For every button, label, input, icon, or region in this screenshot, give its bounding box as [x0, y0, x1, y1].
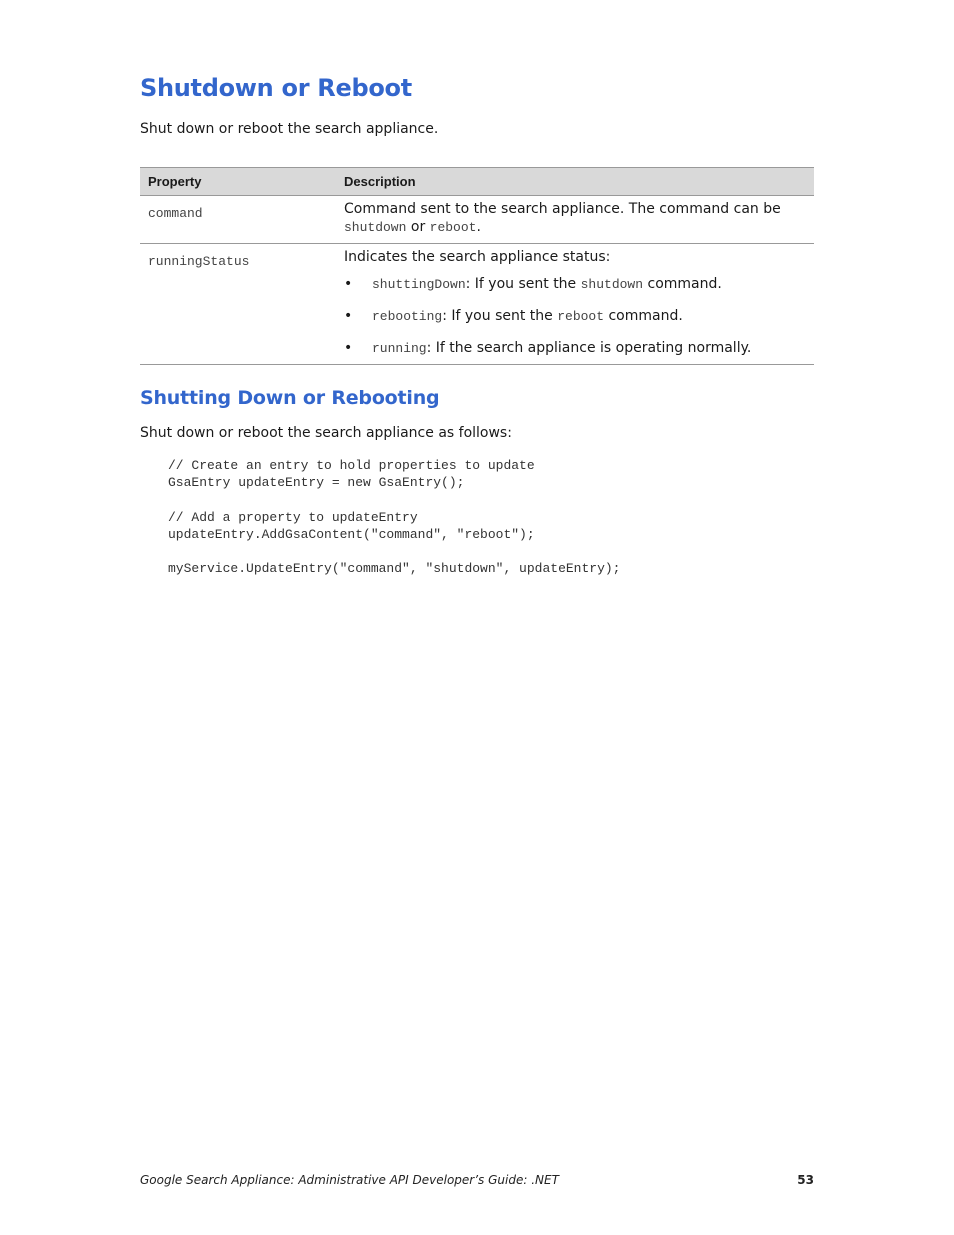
status-list	[344, 275, 806, 358]
bullet-icon: •	[344, 340, 353, 356]
command-code: shutdown	[580, 277, 644, 292]
status-text: : If you sent the	[465, 276, 581, 292]
bullet-icon: •	[344, 276, 353, 292]
property-description	[336, 244, 814, 365]
status-text: command.	[643, 276, 722, 292]
property-description	[336, 196, 814, 244]
footer-title: Google Search Appliance: Administrative API Developer’s Guide: .NET	[140, 1173, 559, 1187]
page-number: 53	[797, 1173, 814, 1187]
header-property: Property	[140, 168, 336, 196]
command-code: reboot	[557, 309, 605, 324]
page-title: Shutdown or Reboot	[140, 74, 412, 102]
conjunction-text: or	[406, 219, 430, 235]
table-row	[140, 244, 814, 365]
status-text: command.	[604, 308, 683, 324]
description-text: Command sent to the search appliance. The command can be	[344, 201, 781, 217]
section-intro: Shut down or reboot the search appliance as follows:	[140, 425, 512, 441]
option-code: reboot	[429, 220, 477, 235]
bullet-icon: •	[344, 308, 353, 324]
list-item	[344, 275, 806, 294]
property-name: runningStatus	[140, 244, 336, 365]
status-code: rebooting	[372, 309, 443, 324]
properties-table	[140, 167, 814, 365]
list-item	[344, 339, 806, 358]
intro-paragraph: Shut down or reboot the search appliance.	[140, 121, 439, 137]
status-text: : If you sent the	[442, 308, 558, 324]
status-text: : If the search appliance is operating normally.	[426, 340, 752, 356]
table-header-row	[140, 168, 814, 196]
option-code: shutdown	[344, 220, 407, 235]
status-code: running	[372, 341, 427, 356]
description-text: Indicates the search appliance status:	[344, 249, 611, 265]
status-code: shuttingDown	[372, 277, 466, 292]
punctuation: .	[476, 219, 481, 235]
table-row	[140, 196, 814, 244]
header-description: Description	[336, 168, 814, 196]
code-block: // Create an entry to hold properties to update GsaEntry updateEntry = new GsaEntry(); // Add a property to updateEntry updateEntry.AddGsaContent("command", "reboot"); myService.UpdateEntry("command", "shutdown", updateEntry);	[168, 458, 621, 577]
list-item	[344, 307, 806, 326]
section-heading: Shutting Down or Rebooting	[140, 387, 440, 409]
property-name: command	[140, 196, 336, 244]
